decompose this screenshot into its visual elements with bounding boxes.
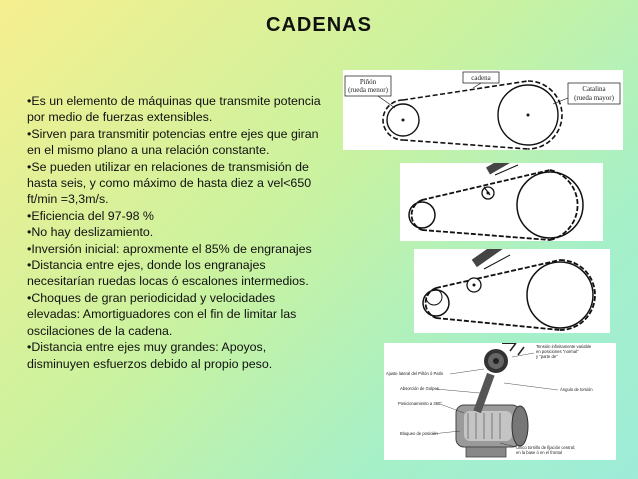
bullet-item: •Sirven para transmitir potencias entre ejes que giran en el mismo plano a una relación constante. [27, 126, 319, 158]
tensioner-photo-svg [384, 343, 616, 460]
bullet-list [27, 93, 327, 372]
large-sprocket [527, 262, 593, 328]
tensioner-diagram-bottom [414, 249, 610, 333]
tensioner-arm [486, 163, 525, 174]
small-sprocket [423, 290, 449, 316]
sprocket-label: Catalina [582, 85, 606, 93]
label-tension-2: en posiciones "normal" [536, 349, 579, 354]
bullet-item: •Distancia entre ejes, donde los engranajes necesitarían ruedas locas ó escalones intermedios. [27, 258, 309, 289]
tensioner-diagram-top [400, 163, 603, 241]
pinion-label: Piñón [359, 78, 377, 86]
large-sprocket [517, 172, 583, 238]
label-damping: Absorción de Golpes [400, 386, 439, 391]
label-tension: Tensión infinitamente variable [536, 344, 592, 349]
label-tension-3: y "parte de" [536, 354, 558, 359]
bullet-item: •Inversión inicial: aproxmente el 85% de engranajes [27, 241, 312, 256]
chain-label: cadena [471, 74, 491, 82]
bullet-item: •Distancia entre ejes muy grandes: Apoyos, disminuyen esfuerzos debido al propio peso. [27, 340, 273, 371]
label-screw-2: en la base ó en el frontal [516, 450, 562, 455]
small-sprocket [409, 202, 435, 228]
label-position: Posicionamiento a 360° [398, 401, 443, 406]
bullet-item: •Choques de gran periodicidad y velocidades elevadas: Amortiguadores con el fin de limitar las oscilaciones de la cadena. [27, 290, 297, 338]
label-torsion: Ángulo de torsión [560, 387, 593, 392]
label-adjust: Ajuste lateral del Piñón ó Patín [386, 371, 444, 376]
chain-tensioner-photo [384, 343, 616, 460]
chain-top [403, 81, 528, 100]
label-screw: Único tornillo de fijación central; [516, 445, 576, 450]
bullet-item: •Es un elemento de máquinas que transmite potencia por medio de fuerzas extensibles. [27, 94, 321, 125]
tensioner-bottom-svg [414, 249, 610, 333]
label-block: Bloqueo de posición [400, 431, 438, 436]
chain-bottom [403, 140, 528, 149]
tensioner-top-svg [400, 163, 603, 241]
chain-top [436, 260, 560, 288]
bullet-item: •Eficiencia del 97-98 % [27, 208, 154, 223]
bullet-item: •No hay deslizamiento. [27, 225, 154, 240]
pinion-sublabel: (rueda menor) [348, 86, 388, 94]
chain-drive-diagram [343, 70, 623, 150]
slide-title: CADENAS [266, 14, 372, 36]
sprocket-sublabel: (rueda mayor) [574, 94, 614, 102]
bullet-item: •Se pueden utilizar en relaciones de transmisión de hasta seis, y como máximo de hasta diez a vel<650 ft/min =3,3m/s. [27, 159, 312, 207]
chain-drive-svg [343, 70, 623, 150]
